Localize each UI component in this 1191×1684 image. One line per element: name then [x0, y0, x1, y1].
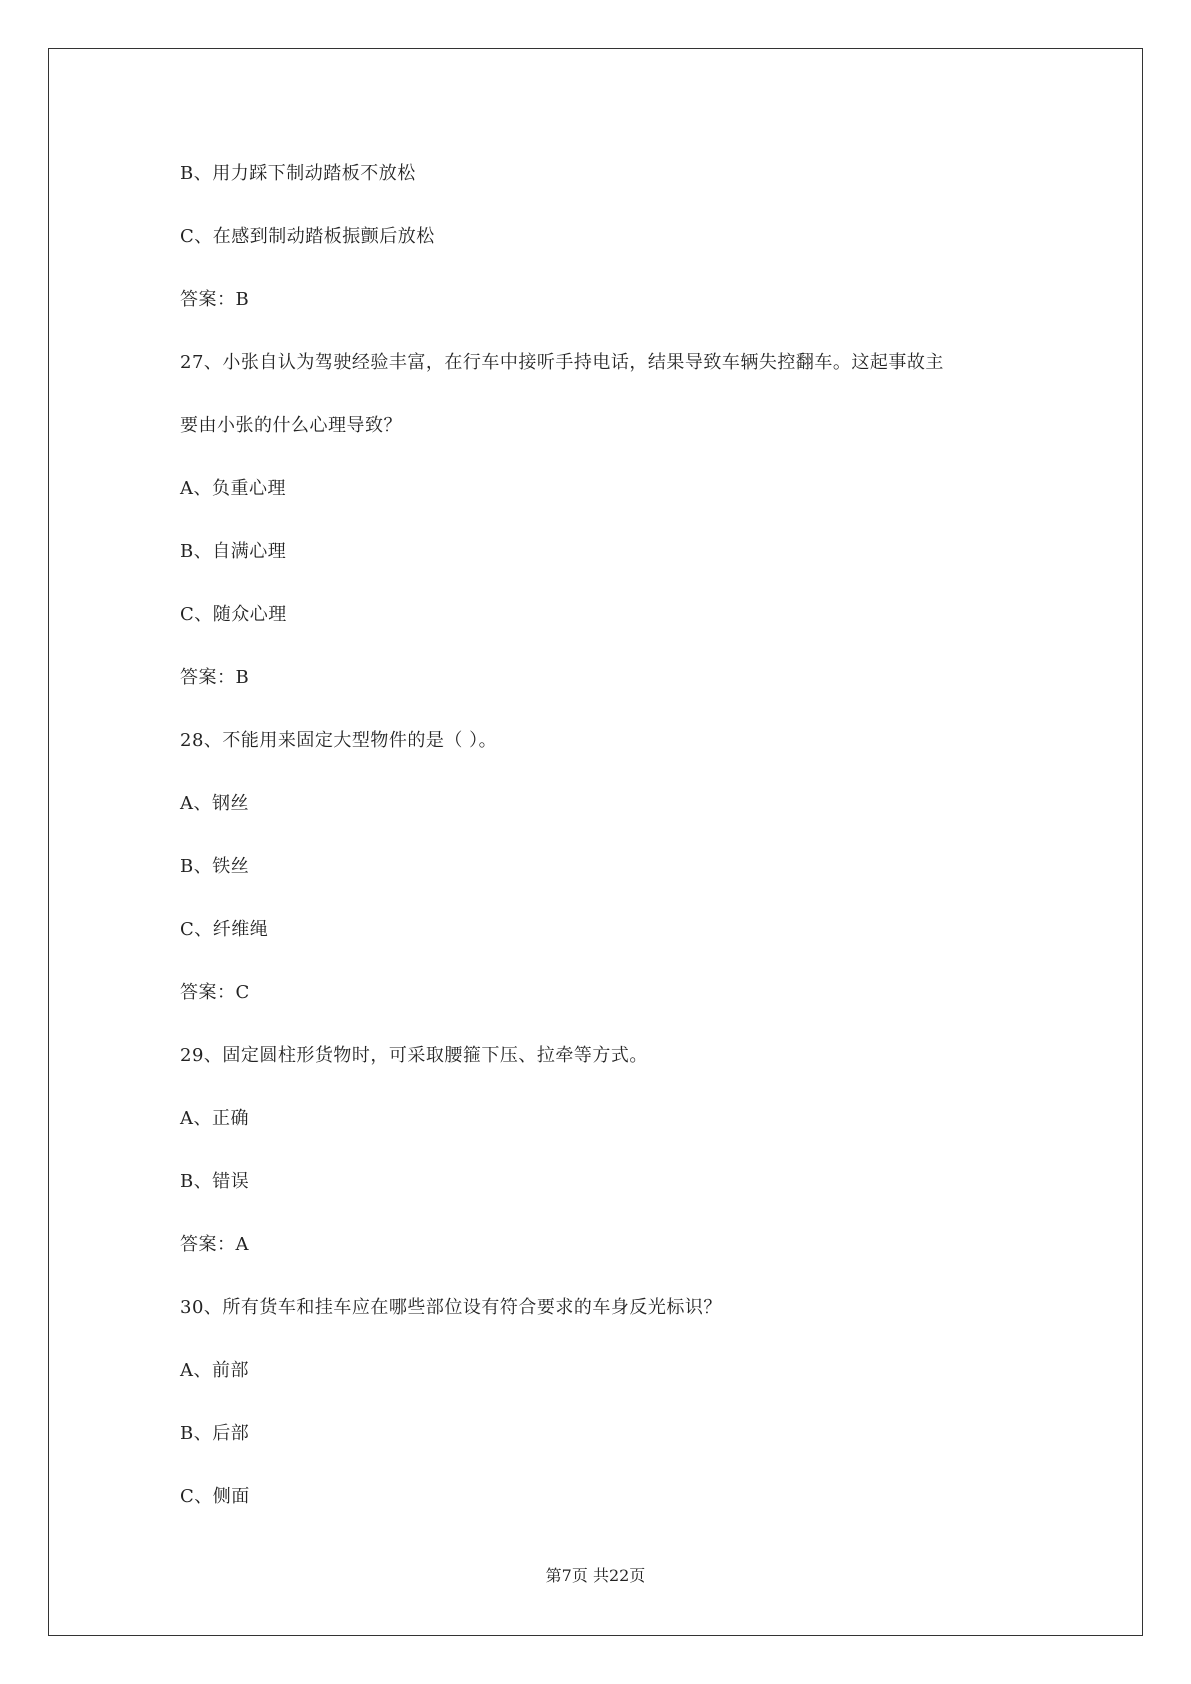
option-b-q26: B、用力踩下制动踏板不放松	[180, 163, 416, 184]
question-28: 28、不能用来固定大型物件的是（ ）。	[180, 730, 498, 751]
page-border	[48, 48, 1143, 1636]
answer-q26: 答案：B	[180, 289, 250, 310]
option-a-q27: A、负重心理	[180, 478, 286, 499]
option-a-q29: A、正确	[180, 1108, 249, 1129]
option-b-q28: B、铁丝	[180, 856, 250, 877]
option-c-q30: C、侧面	[180, 1486, 250, 1507]
answer-q27: 答案：B	[180, 667, 250, 688]
question-29: 29、固定圆柱形货物时，可采取腰箍下压、拉牵等方式。	[180, 1045, 648, 1066]
option-c-q27: C、随众心理	[180, 604, 287, 625]
answer-q28: 答案：C	[180, 982, 250, 1003]
option-a-q28: A、钢丝	[180, 793, 249, 814]
page-number-footer: 第7页 共22页	[545, 1566, 646, 1585]
option-b-q30: B、后部	[180, 1423, 250, 1444]
option-a-q30: A、前部	[180, 1360, 249, 1381]
question-27-line2: 要由小张的什么心理导致？	[180, 415, 402, 436]
question-30: 30、所有货车和挂车应在哪些部位设有符合要求的车身反光标识？	[180, 1297, 722, 1318]
option-b-q29: B、错误	[180, 1171, 250, 1192]
option-c-q28: C、纤维绳	[180, 919, 269, 940]
option-b-q27: B、自满心理	[180, 541, 287, 562]
option-c-q26: C、在感到制动踏板振颤后放松	[180, 226, 435, 247]
answer-q29: 答案：A	[180, 1234, 249, 1255]
question-27-line1: 27、小张自认为驾驶经验丰富，在行车中接听手持电话，结果导致车辆失控翻车。这起事故主	[180, 352, 944, 373]
